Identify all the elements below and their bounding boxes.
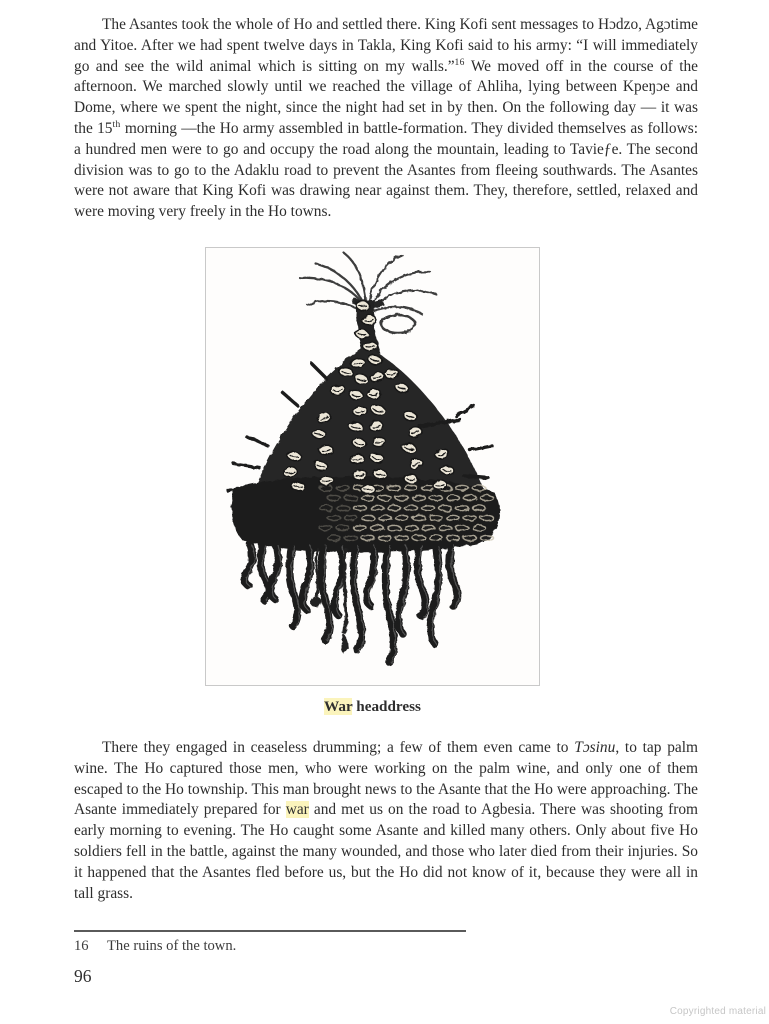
- footnote-divider: [74, 930, 466, 932]
- fringes: [244, 544, 459, 663]
- footnote: [74, 938, 574, 955]
- war-headdress-illustration: [206, 248, 539, 685]
- headdress-figure: [205, 247, 540, 686]
- footnote-text: The ruins of the town.: [107, 938, 237, 954]
- page-number: 96: [74, 966, 92, 986]
- figure-caption: War headdress: [324, 698, 421, 715]
- footnote-number: 16: [74, 938, 89, 954]
- copyright-watermark: Copyrighted material: [669, 1006, 766, 1017]
- paragraph-1: The Asantes took the whole of Ho and settled there. King Kofi sent messages to Hɔdzo, Agɔtime and Yitoe. After we had spent twelve days in Takla, King Kofi said to his army: “I will immediately go and see the wild animal which is sitting on my walls.”$^{16}$ We moved off in the course of the afternoon. We marched slowly until we reached the village of Ahliha, lying between Kpeŋɔe and Dome, where we spent the night, since the night had set in by then. On the following day — it was the 15th morning —the Ho army assembled in battle-formation. They divided themselves as follows: a hundred men were to go and occupy the road along the mountain, leading to Tavieƒe. The second division was to go to the Adaklu road to prevent the Asantes from fleeing southwards. The Asantes were not aware that King Kofi was drawing near against them. They, therefore, settled, relaxed and were moving very freely in the Ho towns.: [74, 16, 699, 221]
- paragraph-2: There they engaged in ceaseless drumming; a few of them even came to Tɔsinu, to tap palm wine. The Ho captured those men, who were working on the palm wine, and only one of them escaped to the Ho township. This man brought news to the Asante that the Ho were approaching. The Asante immediately prepared for war and met us on the road to Agbesia. There was shooting from early morning to evening. The Ho caught some Asante and killed many others. Only about five Ho soldiers fell in the battle, against the many wounded, and those who later died from their injuries. So it happened that the Asantes fled before us, but the Ho did not know of it, because they were all in tall grass.: [74, 739, 698, 902]
